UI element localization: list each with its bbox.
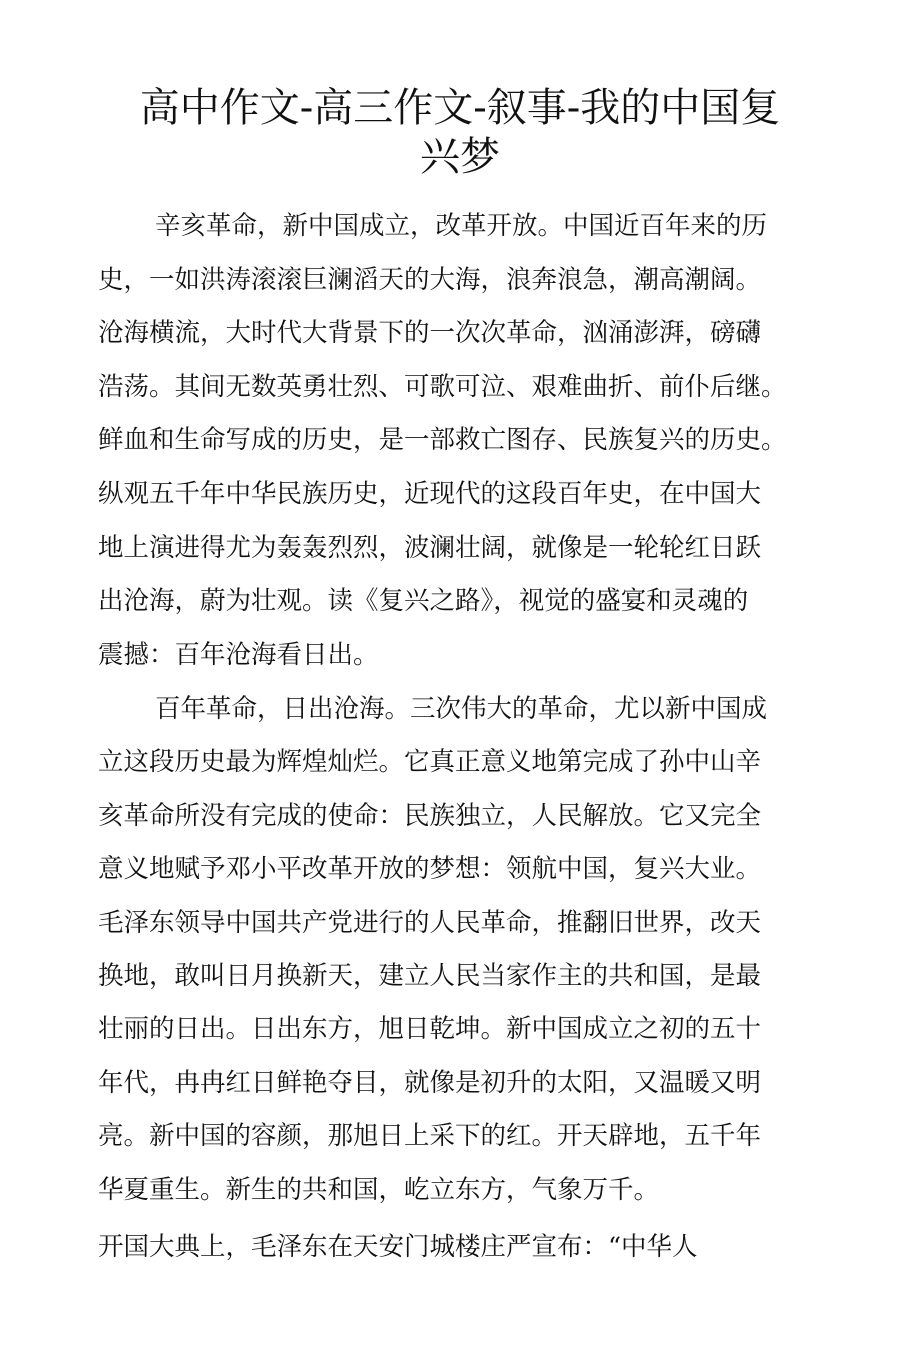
paragraph-2-line: 意义地赋予邓小平改革开放的梦想：领航中国，复兴大业。 <box>98 854 762 885</box>
document-title-line-2: 兴梦 <box>420 134 500 180</box>
paragraph-1-line: 震撼：百年沧海看日出。 <box>98 639 379 670</box>
paragraph-1-line: 纵观五千年中华民族历史，近现代的这段百年史，在中国大 <box>98 479 762 509</box>
paragraph-3-line: 开国大典上，毛泽东在天安门城楼庄严宣布：“中华人 <box>98 1232 698 1262</box>
document-title-line-1: 高中作文-高三作文-叙事-我的中国复 <box>139 85 781 131</box>
paragraph-1-line: 出沧海，蔚为壮观。读《复兴之路》，视觉的盛宴和灵魂的 <box>98 586 749 617</box>
paragraph-2-line: 年代，冉冉红日鲜艳夺目，就像是初升的太阳，又温暖又明 <box>98 1067 762 1098</box>
paragraph-1-line: 辛亥革命，新中国成立，改革开放。中国近百年来的历 <box>155 211 768 241</box>
paragraph-2-line: 亥革命所没有完成的使命：民族独立，人民解放。它又完全 <box>98 800 762 831</box>
paragraph-2-line: 百年革命，日出沧海。三次伟大的革命，尤以新中国成 <box>155 694 768 724</box>
paragraph-1-line: 沧海横流，大时代大背景下的一次次革命，汹涌澎湃，磅礴 <box>98 318 762 349</box>
paragraph-2-line: 亮。新中国的容颜，那旭日上采下的红。开天辟地，五千年 <box>98 1121 762 1152</box>
paragraph-2-line: 毛泽东领导中国共产党进行的人民革命，推翻旧世界，改天 <box>98 907 762 938</box>
paragraph-2-line: 立这段历史最为辉煌灿烂。它真正意义地第完成了孙中山辛 <box>98 747 762 778</box>
paragraph-1-line: 浩荡。其间无数英勇壮烈、可歌可泣、艰难曲折、前仆后继。 <box>98 371 787 402</box>
paragraph-1-line: 史，一如洪涛滚滚巨澜滔天的大海，浪奔浪急，潮高潮阔。 <box>98 264 762 295</box>
paragraph-2-line: 换地，敢叫日月换新天，建立人民当家作主的共和国，是最 <box>98 961 762 991</box>
paragraph-1-line: 地上演进得尤为轰轰烈烈，波澜壮阔，就像是一轮轮红日跃 <box>98 532 762 563</box>
paragraph-2-line: 壮丽的日出。日出东方，旭日乾坤。新中国成立之初的五十 <box>98 1014 762 1045</box>
paragraph-1-line: 鲜血和生命写成的历史，是一部救亡图存、民族复兴的历史。 <box>98 425 787 456</box>
paragraph-2-line: 华夏重生。新生的共和国，屹立东方，气象万千。 <box>98 1174 660 1205</box>
